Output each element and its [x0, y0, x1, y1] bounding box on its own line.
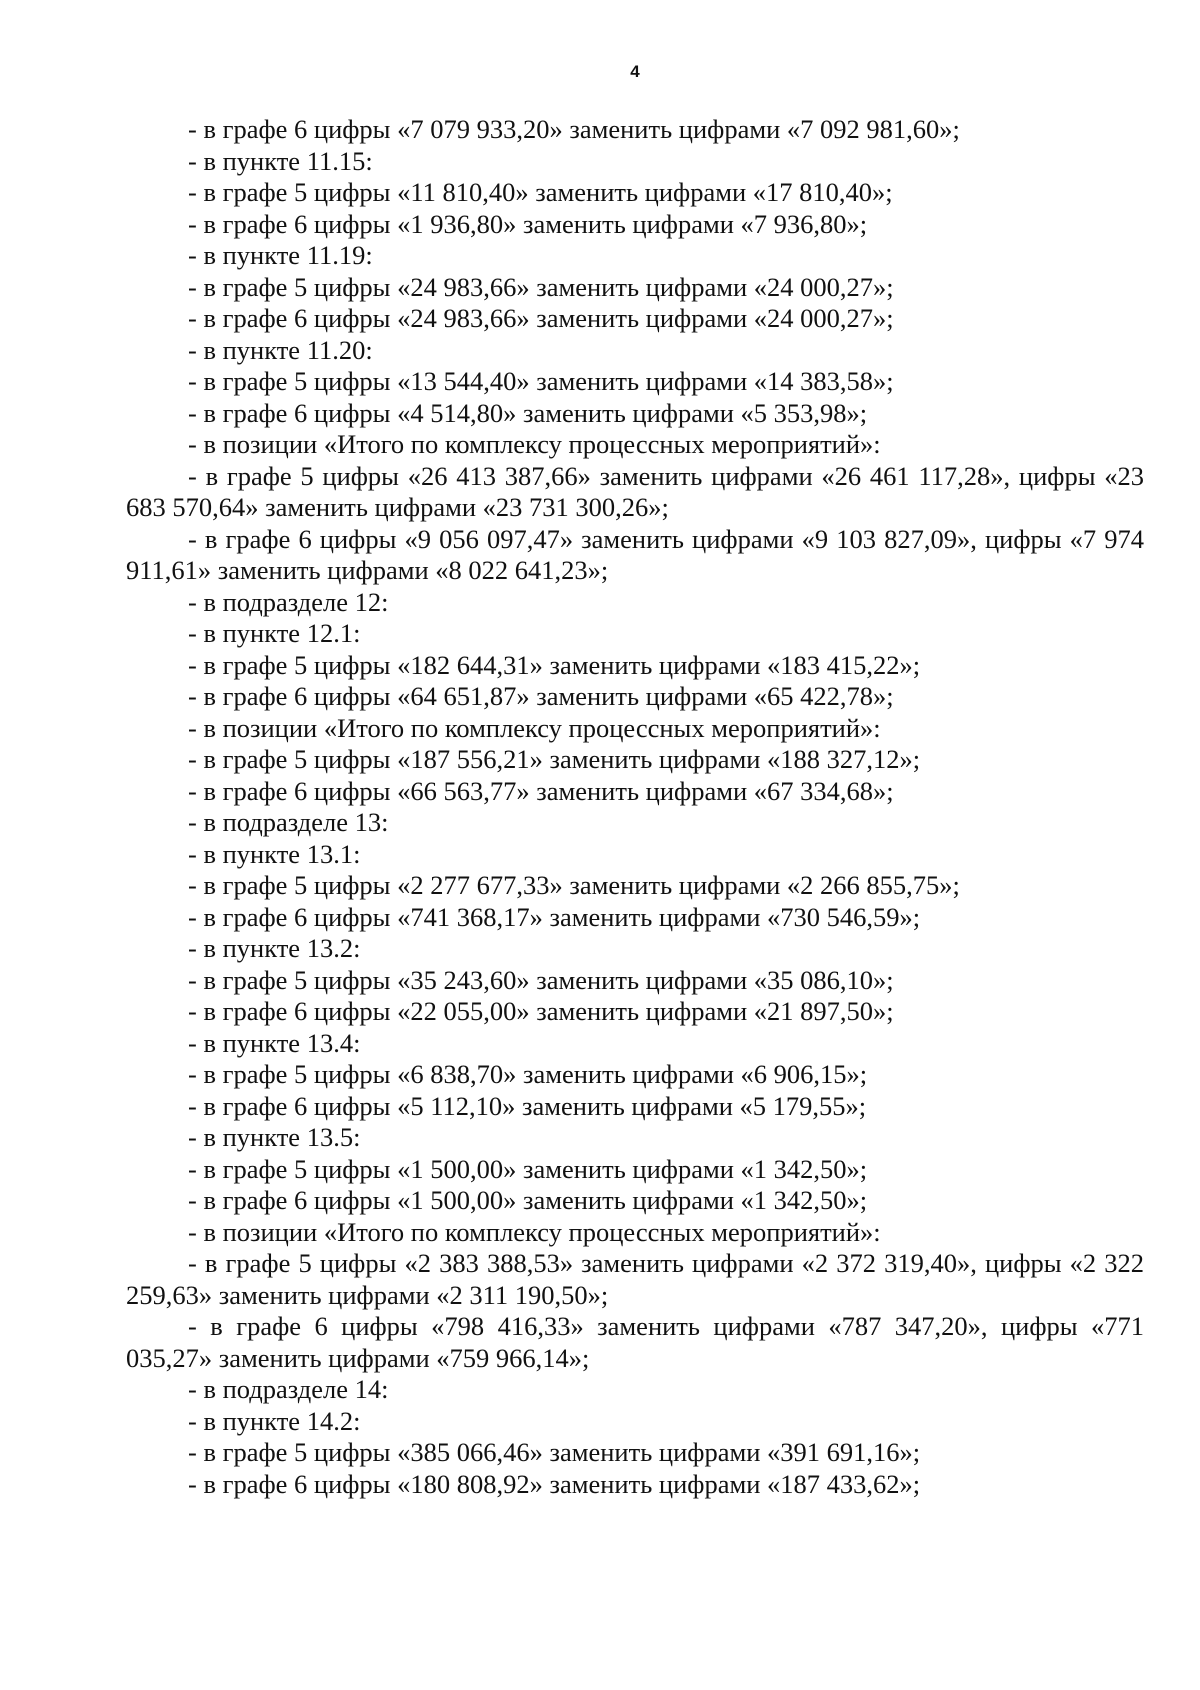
text-line: - в пункте 11.19:	[188, 240, 373, 270]
text-line: - в пункте 11.15:	[188, 145, 373, 176]
text-line: - в графе 5 цифры «13 544,40» заменить цифрами «14 383,58»;	[188, 366, 894, 396]
text-line: - в позиции «Итого по комплексу процессных мероприятий»:	[188, 1216, 881, 1247]
text-line: - в графе 5 цифры «6 838,70» заменить цифрами «6 906,15»;	[188, 1059, 868, 1089]
text-line: - в графе 6 цифры «1 936,80» заменить цифрами «7 936,80»;	[188, 208, 868, 239]
text-line: - в графе 6 цифры «741 368,17» заменить цифрами «730 546,59»;	[188, 901, 921, 932]
text-line: - в подразделе 14:	[188, 1374, 389, 1404]
text-line: - в пункте 13.5:	[188, 1122, 361, 1152]
text-line: - в графе 5 цифры «11 810,40» заменить цифрами «17 810,40»;	[188, 177, 893, 207]
text-line: - в графе 6 цифры «4 514,80» заменить цифрами «5 353,98»;	[188, 397, 868, 428]
text-line: - в графе 5 цифры «187 556,21» заменить цифрами «188 327,12»;	[188, 744, 921, 774]
text-line: - в пункте 11.20:	[188, 334, 373, 365]
text-line: - в графе 6 цифры «5 112,10» заменить цифрами «5 179,55»;	[188, 1090, 867, 1121]
text-line: - в позиции «Итого по комплексу процессных мероприятий»:	[188, 429, 881, 459]
text-line: - в подразделе 13:	[188, 807, 389, 837]
text-line: - в графе 6 цифры «180 808,92» заменить цифрами «187 433,62»;	[188, 1468, 921, 1499]
text-paragraph: - в графе 5 цифры «2 383 388,53» заменить цифрами «2 372 319,40», цифры «2 322 259,63» заменить цифрами «2 311 190,50»;	[126, 1248, 1144, 1310]
text-line: - в графе 5 цифры «35 243,60» заменить цифрами «35 086,10»;	[188, 964, 894, 995]
text-line: - в подразделе 12:	[188, 586, 389, 617]
text-line: - в пункте 12.1:	[188, 618, 361, 648]
text-line: - в графе 5 цифры «2 277 677,33» заменить цифрами «2 266 855,75»;	[188, 870, 960, 900]
text-line: - в графе 6 цифры «1 500,00» заменить цифрами «1 342,50»;	[188, 1185, 868, 1215]
text-line: - в позиции «Итого по комплексу процессных мероприятий»:	[188, 712, 881, 743]
text-paragraph: - в графе 5 цифры «26 413 387,66» заменить цифрами «26 461 117,28», цифры «23 683 570,64» заменить цифрами «23 731 300,26»;	[126, 460, 1144, 522]
text-line: - в графе 6 цифры «22 055,00» заменить цифрами «21 897,50»;	[188, 996, 894, 1026]
text-line: - в графе 6 цифры «7 079 933,20» заменить цифрами «7 092 981,60»;	[188, 114, 960, 144]
text-line: - в графе 5 цифры «1 500,00» заменить цифрами «1 342,50»;	[188, 1153, 868, 1184]
text-line: - в графе 6 цифры «64 651,87» заменить цифрами «65 422,78»;	[188, 681, 894, 711]
text-paragraph: - в графе 6 цифры «9 056 097,47» заменить цифрами «9 103 827,09», цифры «7 974 911,61» заменить цифрами «8 022 641,23»;	[126, 523, 1144, 585]
text-line: - в графе 6 цифры «24 983,66» заменить цифрами «24 000,27»;	[188, 303, 894, 333]
text-line: - в графе 6 цифры «66 563,77» заменить цифрами «67 334,68»;	[188, 775, 894, 806]
text-line: - в графе 5 цифры «24 983,66» заменить цифрами «24 000,27»;	[188, 271, 894, 302]
page-number: 4	[630, 62, 640, 81]
document-body	[126, 114, 1144, 1500]
text-line: - в пункте 13.1:	[188, 838, 361, 869]
text-line: - в пункте 14.2:	[188, 1405, 361, 1436]
text-paragraph: - в графе 6 цифры «798 416,33» заменить цифрами «787 347,20», цифры «771 035,27» заменить цифрами «759 966,14»;	[126, 1311, 1144, 1373]
text-line: - в графе 5 цифры «385 066,46» заменить цифрами «391 691,16»;	[188, 1437, 921, 1467]
text-line: - в графе 5 цифры «182 644,31» заменить цифрами «183 415,22»;	[188, 649, 921, 680]
text-line: - в пункте 13.2:	[188, 933, 361, 963]
text-line: - в пункте 13.4:	[188, 1027, 361, 1058]
